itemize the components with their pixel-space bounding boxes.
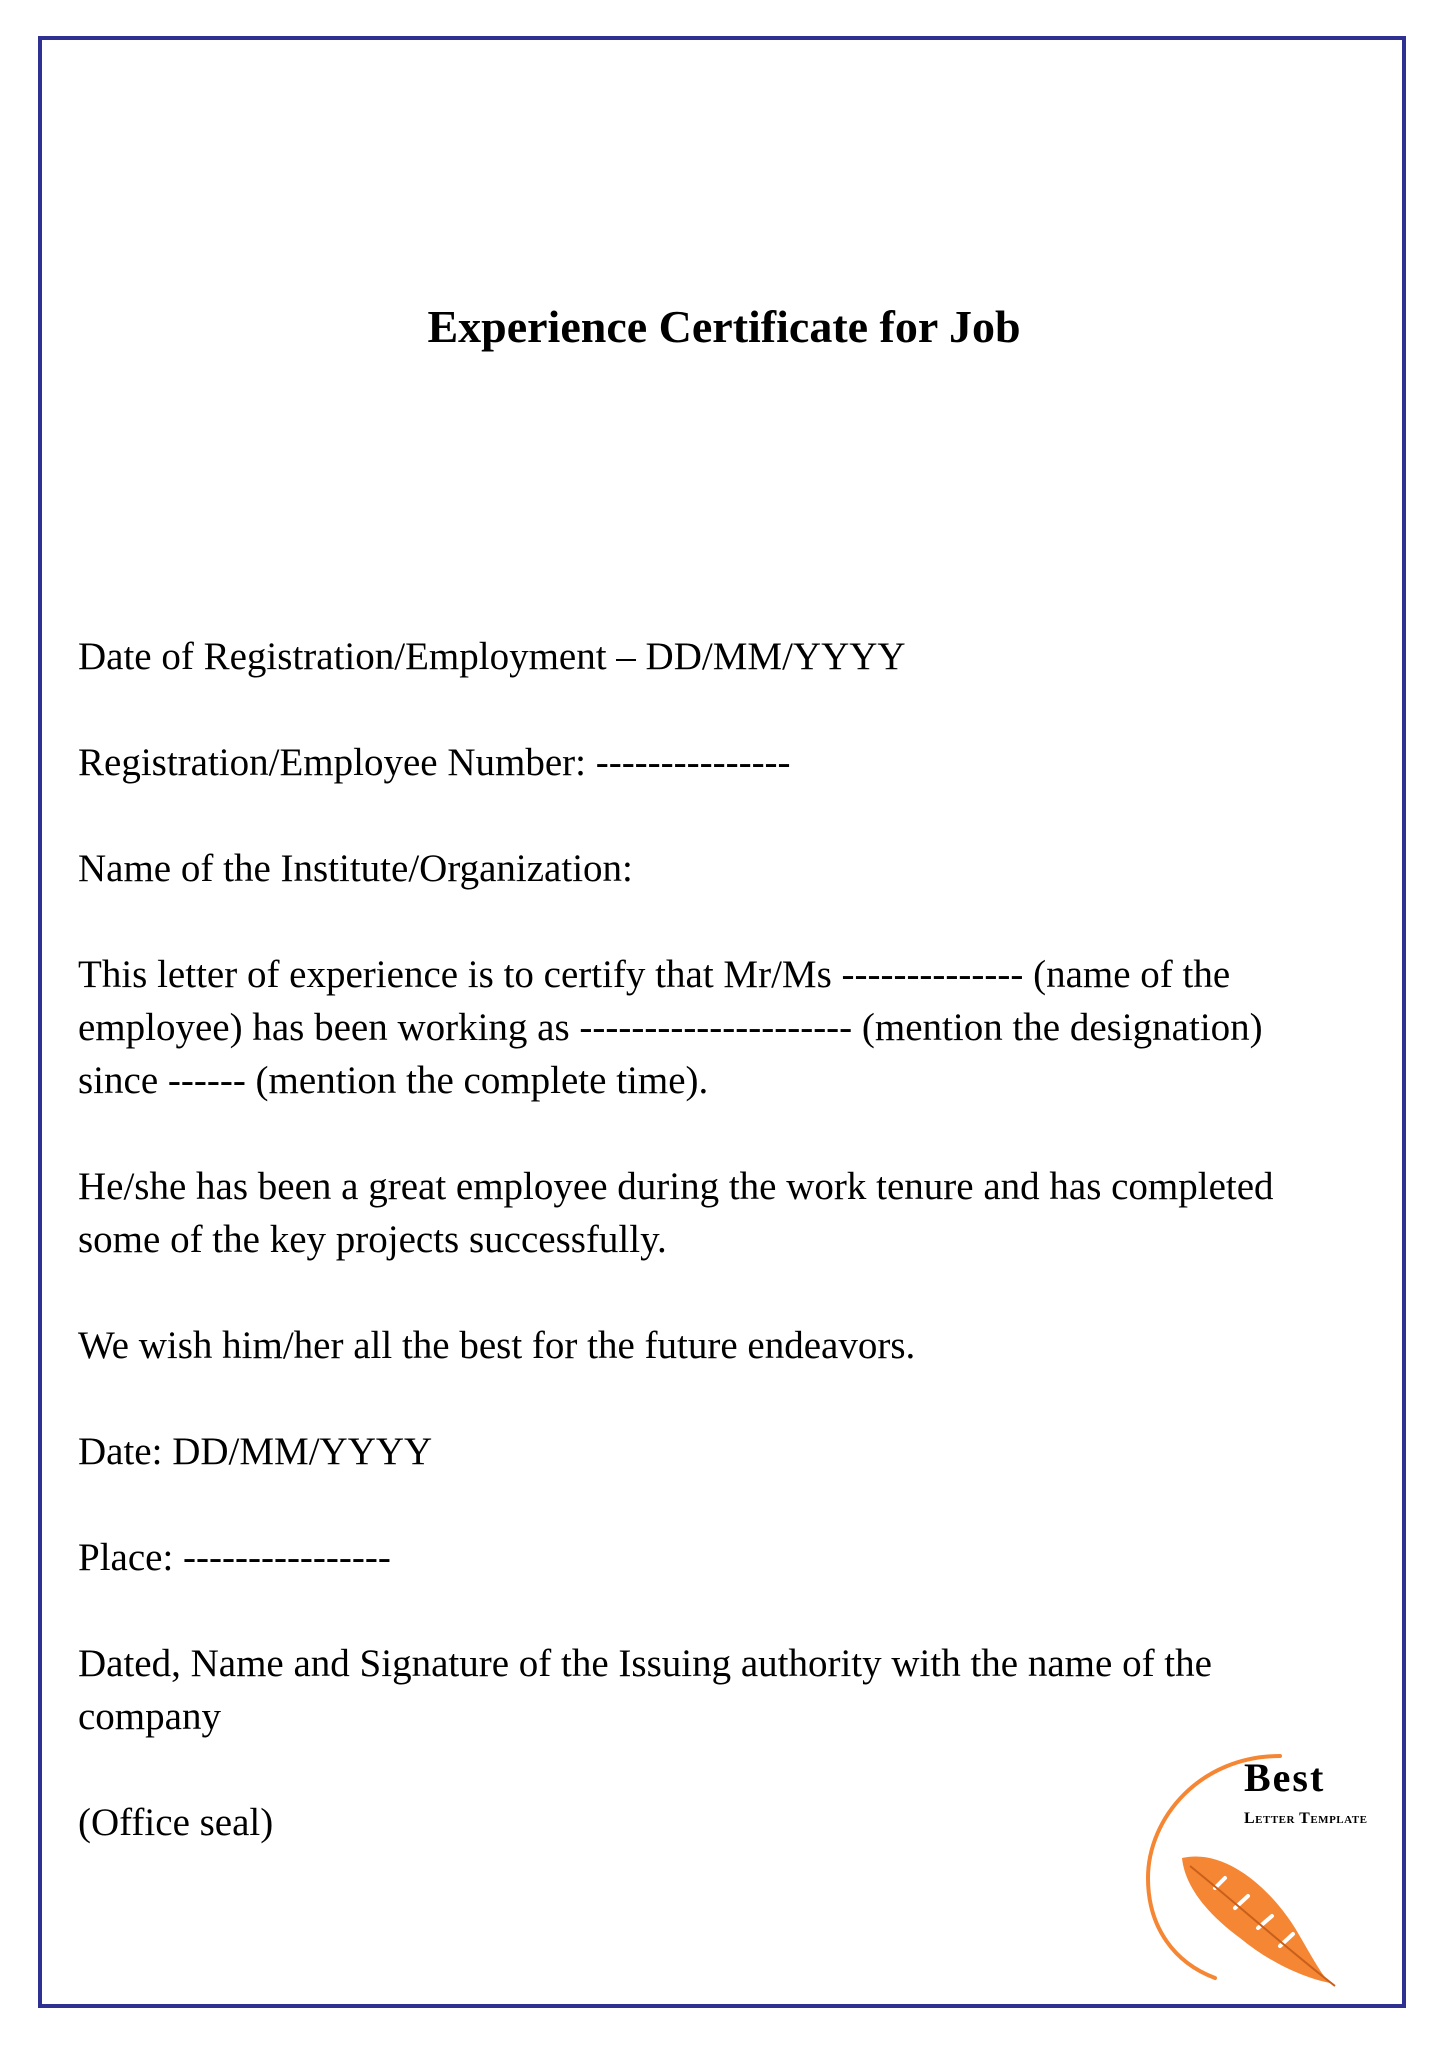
wishes-paragraph: We wish him/her all the best for the future endeavors. xyxy=(78,1324,916,1367)
certify-paragraph: This letter of experience is to certify that Mr/Ms -------------- (name of the employee) has been working as --------------------- (mention the designation) since ------ (mention the complete time). xyxy=(78,953,1263,1102)
office-seal: (Office seal) xyxy=(78,1801,274,1844)
place-line: Place: ---------------- xyxy=(78,1536,391,1579)
date-line: Date: DD/MM/YYYY xyxy=(78,1430,433,1473)
employee-number: Registration/Employee Number: --------------- xyxy=(78,741,791,784)
signature-paragraph: Dated, Name and Signature of the Issuing authority with the name of the company xyxy=(78,1642,1212,1738)
institute-name: Name of the Institute/Organization: xyxy=(78,847,633,890)
logo-subtitle: Letter Template xyxy=(1244,1810,1368,1827)
logo-word: Best xyxy=(1244,1755,1326,1800)
page-title: Experience Certificate for Job xyxy=(427,301,1021,352)
date-of-registration: Date of Registration/Employment – DD/MM/YYYY xyxy=(78,635,906,678)
performance-paragraph: He/she has been a great employee during the work tenure and has completed some of the key projects successfully. xyxy=(78,1165,1274,1261)
